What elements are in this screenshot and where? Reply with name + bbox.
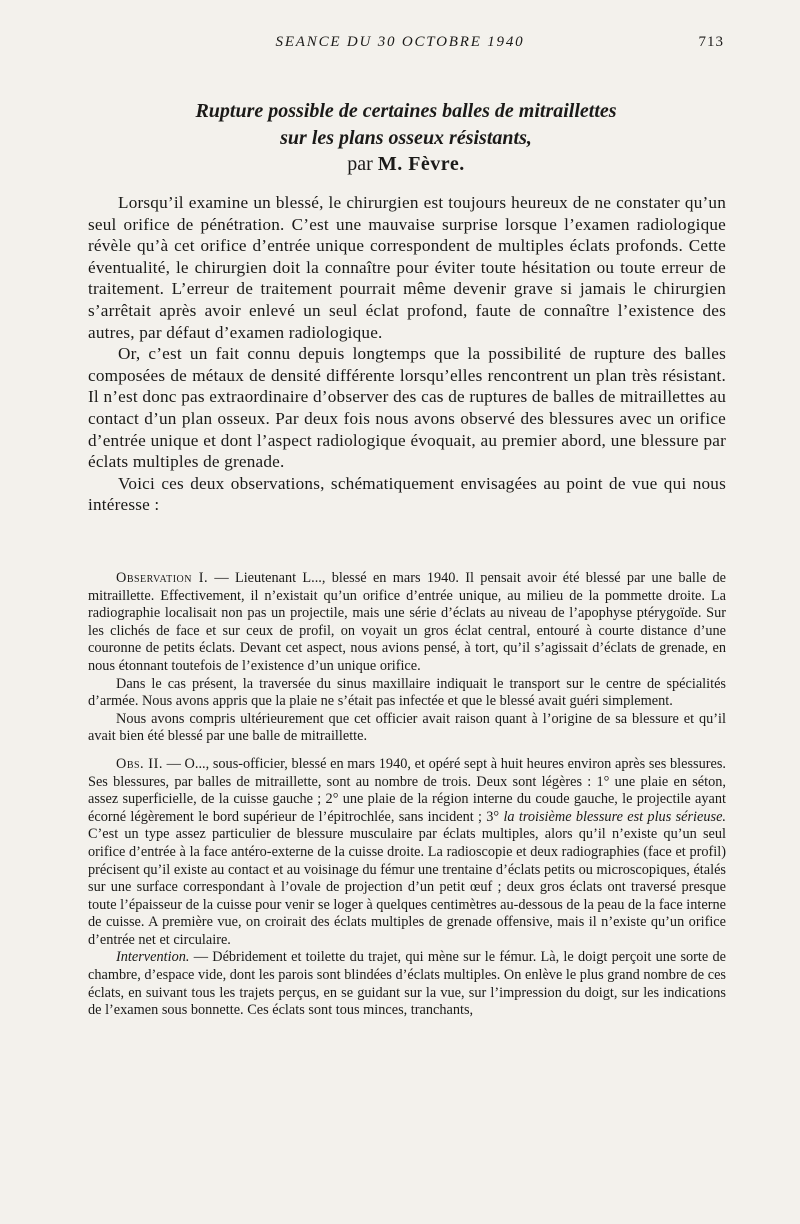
observation-1-paragraph-2: Dans le cas présent, la traversée du sinus maxillaire indiquait le transport sur le centre de spécialités d’armée. Nous avons appris que la plaie ne s’était pas infectée et que le blessé avait guéri simplement.	[88, 675, 726, 710]
article-title-line-1: Rupture possible de certaines balles de mitraillettes	[195, 100, 617, 122]
observations	[88, 570, 726, 1020]
observation-1-text: — Lieutenant L..., blessé en mars 1940. Il pensait avoir été blessé par une balle de mitraillette. Effectivement, il n’existait qu’un orifice d’entrée unique, au milieu de la pommette droite. La radiographie localisait non pas un projectile, mais une série d’éclats au niveau de l’apophyse ptérygoïde. Sur les clichés de face et sur ceux de profil, on voyait un gros éclat central, entouré à courte distance d’une couronne de petits éclats. Devant cet aspect, nous avions pensé, à tort, qu’il s’agissait d’éclats de grenade, en nous étonnant toutefois de l’existence d’un unique orifice.	[88, 570, 726, 674]
article-title	[86, 98, 726, 152]
byline-prefix: par	[347, 153, 373, 175]
body-paragraph-2: Or, c’est un fait connu depuis longtemps que la possibilité de rupture des balles composées de métaux de densité différente lorsqu’elles rencontrent un plan très résistant. Il n’est donc pas extraordinaire d’observer des cas de ruptures de balles de mitraillettes au contact d’un plan osseux. Par deux fois nous avons observé des blessures avec un orifice d’entrée unique et dont l’aspect radiologique évoquait, au premier abord, une blessure par éclats multiples de grenade.	[88, 344, 726, 472]
article-body	[88, 192, 726, 516]
article-title-line-2: sur les plans osseux résistants,	[280, 127, 532, 149]
byline	[86, 153, 726, 176]
intervention-label: Intervention.	[116, 949, 190, 966]
observation-1-label: Observation I.	[116, 570, 209, 586]
observation-1-paragraph	[88, 570, 726, 676]
observation-2-italic-phrase: la troisième blessure est plus sérieuse.	[503, 808, 726, 825]
observation-2-text-b: C’est un type assez particulier de blessure musculaire par éclats multiples, alors qu’il n’existe qu’un seul orifice d’entrée à la face antéro-externe de la cuisse droite. La radioscopie et deux radiographies (face et profil) précisent qu’il existe au contact et au voisinage du fémur une trentaine d’éclats petits ou microscopiques, étalés sur une surface correspondant à l’ovale de projection d’un petit œuf ; deux gros éclats ont traversé presque toute l’épaisseur de la cuisse pour venir se loger à quelques centimètres au-dessous de la peau de la face interne de cuisse. A première vue, on croirait des éclats multiples de grenade offensive, mais il n’existe qu’un orifice d’entrée net et circulaire.	[88, 826, 726, 948]
observation-1-paragraph-3: Nous avons compris ultérieurement que cet officier avait raison quant à l’origine de sa blessure et qu’il avait bien été blessé par une balle de mitraillette.	[88, 710, 726, 745]
running-title: SEANCE DU 30 OCTOBRE 1940	[275, 34, 525, 50]
body-paragraph-1: Lorsqu’il examine un blessé, le chirurgien est toujours heureux de ne constater qu’un seul orifice de pénétration. C’est une mauvaise surprise lorsque l’examen radiologique révèle qu’à cet orifice d’entrée unique correspondent de multiples éclats profonds. Cette éventualité, le chirurgien doit la connaître pour éviter toute hésitation ou toute erreur de traitement. L’erreur de traitement pourrait même devenir grave si jamais le chirurgien s’arrêtait après avoir enlevé un seul éclat profond, faute de connaître l’existence des autres, par défaut d’examen radiologique.	[88, 193, 726, 342]
intervention-paragraph	[88, 949, 726, 1019]
author-name: M. Fèvre.	[377, 153, 465, 175]
page-number: 713	[698, 34, 724, 50]
observation-2-label: Obs. II.	[116, 755, 163, 772]
intervention-text: — Débridement et toilette du trajet, qui mène sur le fémur. Là, le doigt perçoit une sorte de chambre, d’espace vide, dont les parois sont blindées d’éclats multiples. On enlève le plus grand nombre de ces éclats, en suivant tous les trajets perçus, en se guidant sur la vue, sur l’impression du doigt, sur les indications de l’examen sous bonnette. Ces éclats sont tous minces, tranchants,	[88, 949, 726, 1019]
observation-2-paragraph	[88, 756, 726, 950]
observation-2-text-a: — O..., sous-officier, blessé en mars 1940, et opéré sept à huit heures environ après ses blessures. Ses blessures, par balles de mitraillette, sont au nombre de trois. Deux sont légères : 1° une plaie en séton, assez superficielle, de la cuisse gauche ; 2° une plaie de la région interne du coude gauche, le projectile ayant écorné légèrement le bord supérieur de l’épitrochlée, sans incident ; 3°	[88, 755, 726, 825]
running-header	[0, 34, 800, 56]
body-paragraph-3: Voici ces deux observations, schématiquement envisagées au point de vue qui nous intéresse :	[88, 473, 726, 515]
